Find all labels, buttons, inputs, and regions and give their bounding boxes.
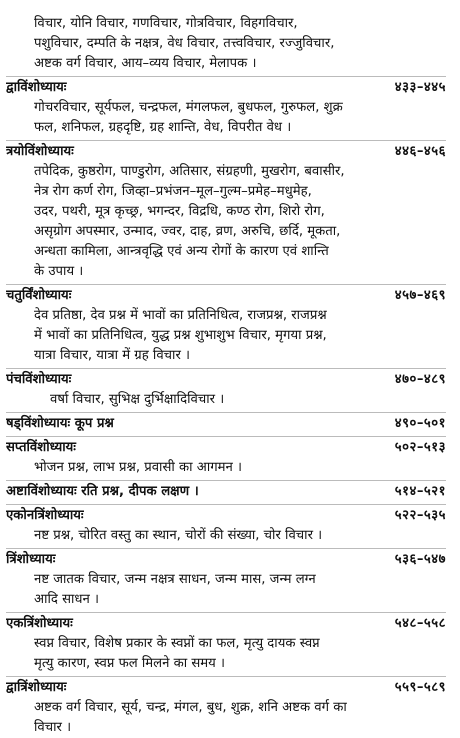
chapter-title: एकत्रिंशोध्यायः [6,616,73,631]
chapter-topic-line: नष्ट प्रश्न, चोरित वस्तु का स्थान, चोरों की संख्या, चोर विचार । [34,528,323,543]
chapter-topic-line: अन्धता कामिला, आन्त्रवृद्धि एवं अन्य रोगों के कारण एवं शान्ति [34,244,329,259]
chapter-topic-line: में भावों का प्रतिनिधित्व, युद्ध प्रश्न शुभाशुभ विचार, मृगया प्रश्न, [34,328,327,343]
chapter-divider [6,412,446,413]
chapter-heading-row [6,678,446,698]
chapter-heading-row [6,414,446,434]
chapter-entry [6,140,446,282]
chapter-topic-line: स्वप्न विचार, विशेष प्रकार के स्वप्नों का फल, मृत्यु दायक स्वप्न [34,636,320,651]
chapter-topic-line: वर्षा विचार, सुभिक्ष दुर्भिक्षादिविचार । [50,392,225,407]
chapter-list [6,76,446,738]
chapter-title: षड्विंशोध्यायः कूप प्रश्न [6,416,114,431]
chapter-heading-row [6,78,446,98]
chapter-heading-row [6,506,446,526]
chapter-heading-row [6,370,446,390]
chapter-divider [6,504,446,505]
chapter-entry [6,76,446,138]
intro-line: पशुविचार, दम्पति के नक्षत्र, वेध विचार, तत्त्वविचार, रज्जुविचार, [34,36,335,51]
chapter-page-range: ५१४–५२१ [394,484,446,499]
chapter-topic-line: यात्रा विचार, यात्रा में ग्रह विचार । [34,348,191,363]
chapter-entry [6,612,446,674]
intro-block [34,14,440,74]
chapter-title: त्रिंशोध्यायः [6,552,56,567]
chapter-page-range: ५५९–५८९ [394,680,446,695]
chapter-entry [6,504,446,546]
chapter-topic-line: के उपाय । [34,264,84,279]
chapter-page-range: ५०२–५१३ [394,440,446,455]
chapter-heading-row [6,550,446,570]
chapter-topic-line: तपेदिक, कुष्ठरोग, पाण्डुरोग, अतिसार, संग्रहणी, मुखरोग, बवासीर, [34,164,345,179]
chapter-entry [6,284,446,366]
chapter-topic-line: विचार । [34,720,72,735]
chapter-divider [6,436,446,437]
chapter-page-range: ४५७–४६९ [394,288,446,303]
chapter-divider [6,140,446,141]
chapter-topic-line: नेत्र रोग कर्ण रोग, जिव्हा–प्रभंजन–मूल–गुल्म–प्रमेह–मधुमेह, [34,184,312,199]
chapter-divider [6,480,446,481]
chapter-title: अष्टाविंशोध्यायः रति प्रश्न, दीपक लक्षण । [6,484,199,499]
chapter-heading-row [6,438,446,458]
chapter-topic-line: देव प्रतिष्ठा, देव प्रश्न में भावों का प्रतिनिधित्व, राजप्रश्न, राजप्रश्न [34,308,327,323]
chapter-topic-line: फल, शनिफल, ग्रहदृष्टि, ग्रह शान्ति, वेध, विपरीत वेध । [34,120,292,135]
chapter-page-range: ५४८–५५८ [394,616,446,631]
chapter-page-range: ४७०–४८९ [394,372,446,387]
chapter-title: त्रयोविंशोध्यायः [6,144,74,159]
chapter-topic-line: अष्टक वर्ग विचार, सूर्य, चन्द्र, मंगल, बुध, शुक्र, शनि अष्टक वर्ग का [34,700,347,715]
chapter-title: सप्तविंशोध्यायः [6,440,76,455]
chapter-entry [6,548,446,610]
chapter-entry [6,412,446,434]
chapter-entry [6,480,446,502]
chapter-topic-line: भोजन प्रश्न, लाभ प्रश्न, प्रवासी का आगमन । [34,460,243,475]
chapter-heading-row [6,482,446,502]
chapter-divider [6,284,446,285]
chapter-topic-line: नष्ट जातक विचार, जन्म नक्षत्र साधन, जन्म मास, जन्म लग्न [34,572,316,587]
chapter-divider [6,676,446,677]
chapter-entry [6,676,446,738]
chapter-title: द्वाविंशोध्यायः [6,80,67,95]
chapter-page-range: ४९०–५०१ [394,416,446,431]
chapter-topic-line: उदर, पथरी, मूत्र कृच्छ्र, भगन्दर, विद्रधि, कण्ठ रोग, शिरो रोग, [34,204,325,219]
chapter-divider [6,368,446,369]
chapter-heading-row [6,142,446,162]
chapter-page-range: ४३३–४४५ [394,80,446,95]
chapter-page-range: ४४६–४५६ [394,144,446,159]
chapter-topic-line: मृत्यु कारण, स्वप्न फल मिलने का समय । [34,656,225,671]
chapter-divider [6,612,446,613]
chapter-divider [6,76,446,77]
chapter-topic-line: असृग्रोग अपस्मार, उन्माद, ज्वर, दाह, व्रण, अरुचि, छर्दि, मूकता, [34,224,341,239]
contents-list [6,14,446,738]
chapter-topic-line: आदि साधन । [34,592,100,607]
intro-line: अष्टक वर्ग विचार, आय–व्यय विचार, मेलापक । [34,56,257,71]
intro-line: विचार, योनि विचार, गणविचार, गोत्रविचार, विहगविचार, [34,16,298,31]
chapter-topic-line: गोचरविचार, सूर्यफल, चन्द्रफल, मंगलफल, बुधफल, गुरुफल, शुक्र [34,100,343,115]
chapter-divider [6,548,446,549]
chapter-heading-row [6,286,446,306]
chapter-page-range: ५३६–५४७ [394,552,446,567]
chapter-title: द्वात्रिंशोध्यायः [6,680,67,695]
chapter-title: पंचविंशोध्यायः [6,372,72,387]
chapter-entry [6,436,446,478]
chapter-title: चतुर्विंशोध्यायः [6,288,72,303]
chapter-entry [6,368,446,410]
chapter-page-range: ५२२–५३५ [394,508,446,523]
chapter-title: एकोनत्रिंशोध्यायः [6,508,84,523]
chapter-heading-row [6,614,446,634]
